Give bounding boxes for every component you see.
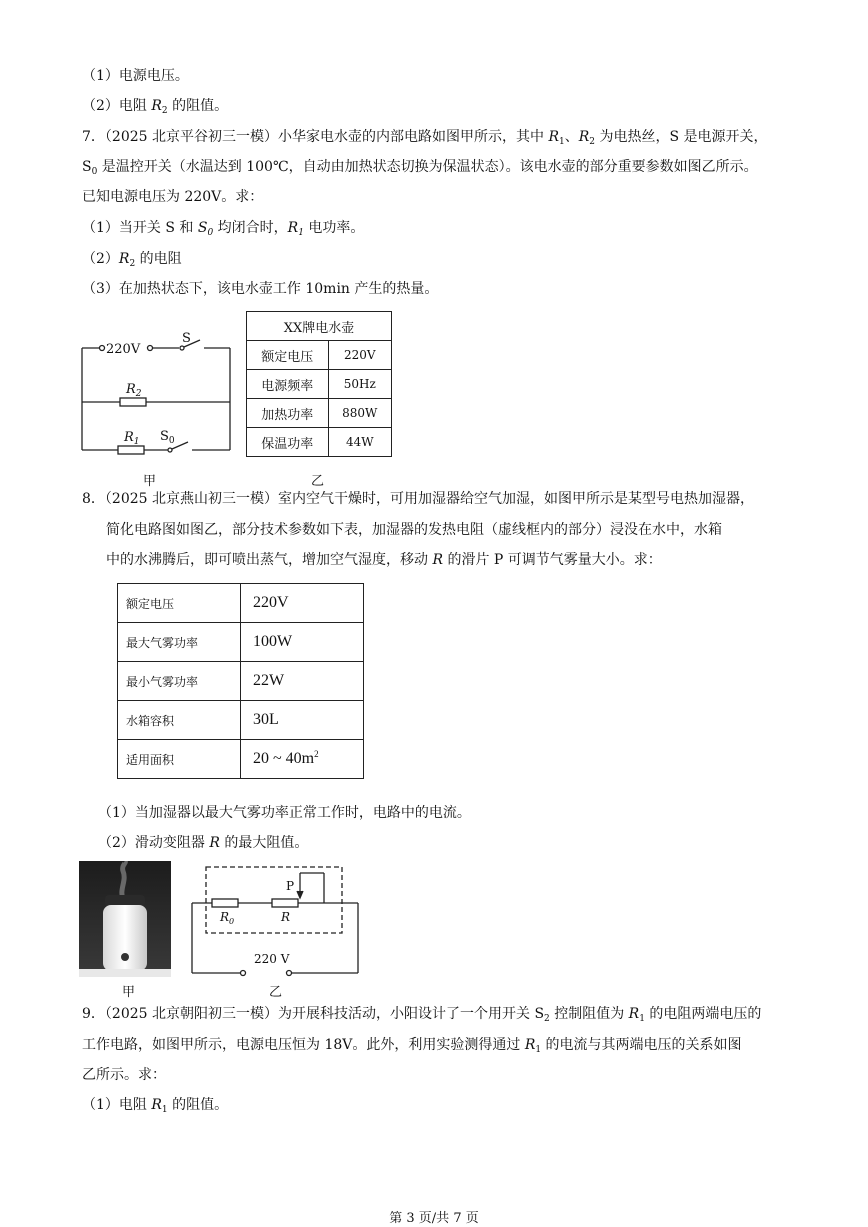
q7-circuit-switch-s: S [182, 331, 191, 346]
q7-table-value: 50Hz [328, 370, 391, 399]
q8-circuit-slider-p: P [286, 879, 295, 893]
q8-line1: 8．（2025 北京燕山初三一模）室内空气干燥时，可用加湿器给空气加湿，如图甲所示是某型号电热加湿器， [82, 491, 754, 507]
prev-sub1: （1）电源电压。 [82, 68, 189, 84]
q7-line2: $S_0$ 是温控开关（水温达到 100℃，自动由加热状态切换为保温状态）。该电水壶的部分重要参数如图乙所示。 [82, 159, 758, 177]
q7-sub1: （1）当开关 S 和 $S_0$ 均闭合时，$R_1$ 电功率。 [82, 220, 365, 238]
q7-sub2: $(2)R_2$ 的电阻 [82, 251, 182, 269]
q9-line1: 9．（2025 北京朝阳初三一模）为开展科技活动，小阳设计了一个用开关 $S_2$ 控制阻值为 $R_1$ 的电阻两端电压的 [82, 1006, 762, 1024]
q7-param-table [246, 311, 392, 457]
q7-circuit-r2: $R_2$ [126, 382, 142, 399]
q7-table-title: XX牌电水壶 [247, 312, 392, 341]
q7-table-key: 电源频率 [247, 370, 329, 399]
q7-table-value: 880W [328, 399, 391, 428]
q9-sub1: （1）电阻 $R_1$ 的阻值。 [82, 1097, 229, 1115]
q8-table-value: 20 ~ $40m^2$ [241, 740, 364, 779]
q8-table-key: 最大气雾功率 [118, 623, 241, 662]
q7-line3: 已知电源电压为 220V。求： [82, 189, 264, 205]
humidifier-photo [79, 861, 171, 977]
q8-table-value: 220V [241, 584, 364, 623]
q7-circuit-switch-s0: $S_0$ [160, 429, 175, 446]
q8-circuit-r: R [281, 910, 291, 924]
q7-circuit-diagram [76, 328, 236, 458]
q7-sub3: （3）在加热状态下，该电水壶工作 10min 产生的热量。 [82, 281, 439, 297]
q8-table-key: 适用面积 [118, 740, 241, 779]
q8-circuit-r0: $R_0$ [220, 910, 235, 926]
q7-fig-jia-caption: 甲 [143, 474, 157, 489]
q8-line2: 简化电路图如图乙，部分技术参数如下表，加湿器的发热电阻（虚线框内的部分）浸没在水中，水箱 [106, 522, 722, 538]
q8-param-table [117, 583, 364, 779]
q7-table-value: 220V [328, 341, 391, 370]
q8-circuit-voltage: 220 V [254, 952, 290, 966]
q8-sub1: （1）当加湿器以最大气雾功率正常工作时，电路中的电流。 [98, 805, 471, 821]
q7-table-key: 加热功率 [247, 399, 329, 428]
q7-circuit-r1: $R_1$ [124, 430, 140, 447]
q8-fig-jia-caption: 甲 [122, 985, 136, 1000]
q7-table-key: 额定电压 [247, 341, 329, 370]
q8-table-key: 最小气雾功率 [118, 662, 241, 701]
q8-table-value: 30L [241, 701, 364, 740]
q8-table-value: 100W [241, 623, 364, 662]
q9-line2: 工作电路，如图甲所示，电源电压恒为 18V。此外，利用实验测得通过 $R_1$ 的电流与其两端电压的关系如图 [82, 1037, 742, 1055]
q8-table-value: 22W [241, 662, 364, 701]
q8-table-key: 额定电压 [118, 584, 241, 623]
q7-circuit-voltage: 220V [106, 342, 141, 357]
q9-line3: 乙所示。求： [82, 1067, 166, 1083]
q8-fig-yi-caption: 乙 [269, 985, 283, 1000]
q7-fig-yi-caption: 乙 [311, 474, 325, 489]
q8-table-key: 水箱容积 [118, 701, 241, 740]
prev-sub2: （2）电阻 $R_2$ 的阻值。 [82, 98, 229, 116]
q7-table-key: 保温功率 [247, 428, 329, 457]
q7-table-value: 44W [328, 428, 391, 457]
q8-circuit-diagram [186, 863, 366, 979]
q8-sub2: （2）滑动变阻器 R 的最大阻值。 [98, 835, 309, 851]
page-footer: 第 3 页/共 7 页 [389, 1211, 479, 1226]
q7-line1: 7．（2025 北京平谷初三一模）小华家电水壶的内部电路如图甲所示，其中 $R_1$、$R_2$ 为电热丝，S 是电源开关， [82, 129, 768, 147]
q8-line3: 中的水沸腾后，即可喷出蒸气，增加空气湿度，移动 R 的滑片 P 可调节气雾量大小。求： [106, 552, 662, 568]
